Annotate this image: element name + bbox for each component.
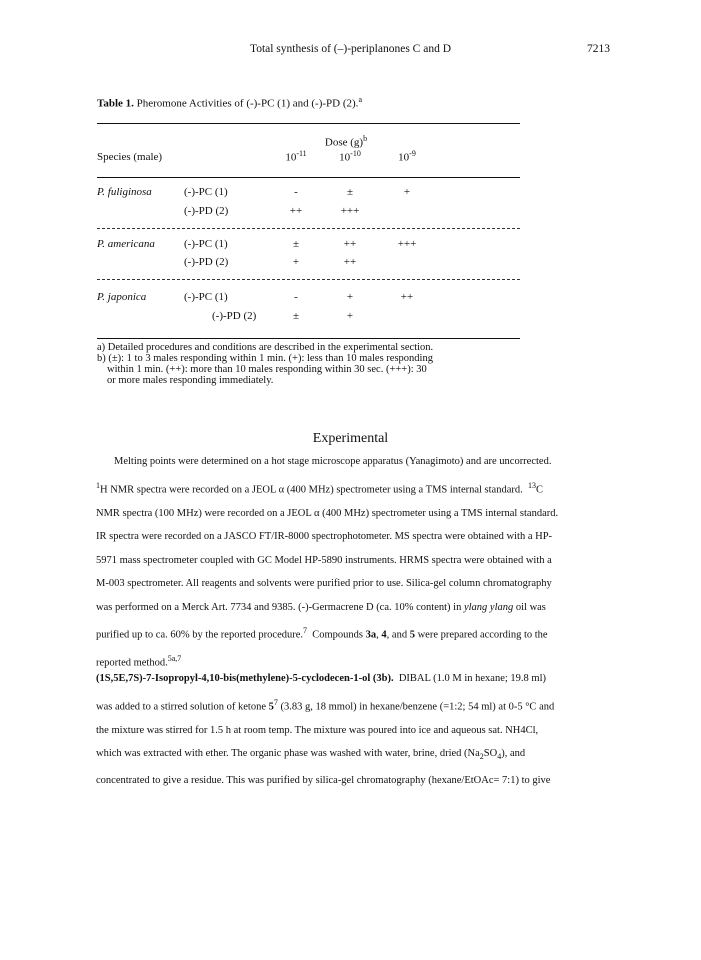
activity-cell: +	[292, 256, 300, 268]
species-header: Species (male)	[97, 151, 163, 163]
activity-cell: ++	[400, 291, 414, 303]
dose-col-3	[398, 149, 416, 164]
text-line	[96, 742, 604, 769]
text-line: the mixture was stirred for 1.5 h at room temp. The mixture was poured into ice and aqueous sat. NH4Cl,	[96, 724, 539, 736]
compound-ref: 3a	[365, 629, 377, 641]
activity-cell: +	[403, 186, 411, 198]
compound-ref: 5	[409, 629, 415, 641]
text-line	[96, 667, 604, 691]
compound-name: (-)-PD (2)	[184, 205, 229, 217]
text-line	[96, 619, 604, 647]
subscript: 4	[497, 752, 502, 762]
text-span: SO	[483, 748, 498, 759]
dose-base: 10	[339, 151, 351, 164]
superscript: 1	[96, 480, 100, 490]
table-header-rule	[97, 177, 520, 178]
text-span: was added to a stirred solution of ketone	[96, 701, 266, 712]
text-span: ,	[376, 629, 379, 641]
dose-col-1	[285, 149, 306, 164]
superscript: 7	[273, 697, 278, 707]
text-span: were prepared according to the	[417, 629, 548, 641]
footnote-b-cont: or more males responding immediately.	[107, 375, 274, 386]
text-span: DIBAL (1.0 M in hexane; 19.8 ml)	[398, 673, 546, 684]
group-divider-2	[97, 279, 520, 280]
superscript: 13	[528, 480, 537, 490]
footnote-b: b) (±): 1 to 3 males responding within 1 min. (+): less than 10 males responding	[97, 353, 433, 364]
text-span: , and	[386, 629, 408, 641]
table-caption-text: Pheromone Activities of (-)-PC (1) and (-)-PD (2).	[136, 97, 359, 110]
compound-ref: 4	[381, 629, 387, 641]
dose-base: 10	[285, 151, 297, 164]
activity-cell: -	[294, 186, 298, 198]
activity-cell: ++	[343, 238, 357, 250]
table-caption-label: Table 1.	[97, 97, 134, 110]
compound-title: (1S,5E,7S)-7-Isopropyl-4,10-bis(methylene)-5-cyclodecen-1-ol (3b).	[96, 673, 394, 684]
species-name: P. americana	[97, 238, 155, 250]
activity-cell: +	[346, 291, 354, 303]
text-span: C	[536, 484, 544, 495]
activity-cell: +	[346, 310, 354, 322]
activity-cell: ++	[343, 256, 357, 268]
superscript: 7	[303, 626, 308, 635]
text-span: purified up to ca. 60% by the reported procedure.	[96, 629, 304, 641]
activity-cell: +++	[340, 205, 360, 217]
text-span: H NMR spectra were recorded on a JEOL α (400 MHz) spectrometer using a TMS internal standard.	[100, 484, 523, 495]
running-title: Total synthesis of (–)-periplanones C and D	[249, 43, 452, 55]
footnote-a: a) Detailed procedures and conditions are described in the experimental section.	[97, 342, 434, 353]
text-line	[96, 596, 604, 620]
text-line: concentrated to give a residue. This was purified by silica-gel chromatography (hexane/EtOAc= 7:1) to give	[96, 774, 551, 786]
compound-name: (-)-PC (1)	[184, 291, 228, 303]
page-number: 7213	[587, 43, 610, 55]
species-name: P. japonica	[97, 291, 147, 303]
text-span: oil was	[515, 601, 546, 613]
table-bottom-rule	[97, 338, 520, 339]
text-line: Melting points were determined on a hot stage microscope apparatus (Yanagimoto) and are uncorrected.	[114, 456, 552, 467]
dose-base: 10	[398, 151, 410, 164]
compound-name: (-)-PD (2)	[212, 310, 257, 322]
compound-name: (-)-PD (2)	[184, 256, 229, 268]
table-top-rule	[97, 123, 520, 124]
activity-cell: -	[294, 291, 298, 303]
compound-ref: 5	[268, 701, 274, 712]
paragraph-experimental	[96, 450, 604, 675]
activity-cell: +++	[397, 238, 417, 250]
text-line	[96, 691, 604, 719]
dose-col-2	[339, 149, 361, 164]
dose-exp: -9	[409, 149, 416, 158]
footnote-b-cont: within 1 min. (++): more than 10 males responding within 30 sec. (+++): 30	[107, 364, 427, 375]
text-span: which was extracted with ether. The organic phase was washed with water, brine, dried (Na	[96, 748, 480, 759]
table-caption-sup: a	[358, 95, 362, 104]
section-heading: Experimental	[312, 431, 389, 446]
text-line: NMR spectra (100 MHz) were recorded on a JEOL α (400 MHz) spectrometer using a TMS internal standard.	[96, 507, 559, 519]
group-divider-1	[97, 228, 520, 229]
text-span: (3.83 g, 18 mmol) in hexane/benzene (=1:2; 54 ml) at 0-5 °C and	[280, 701, 555, 712]
dose-label: Dose (g)	[324, 136, 364, 149]
italic-term: ylang ylang	[463, 601, 514, 613]
superscript: 5a,7	[167, 654, 182, 663]
text-line: M-003 spectrometer. All reagents and solvents were purified prior to use. Silica-gel column chromatography	[96, 578, 552, 589]
dose-sup: b	[363, 134, 368, 143]
text-line: 5971 mass spectrometer coupled with GC Model HP-5890 instruments. HRMS spectra were obtained with a	[96, 554, 552, 566]
activity-cell: ±	[292, 238, 300, 250]
dose-exp: -10	[350, 149, 361, 158]
activity-cell: ±	[346, 186, 354, 198]
text-span: ), and	[501, 748, 526, 759]
compound-name: (-)-PC (1)	[184, 186, 228, 198]
text-line	[96, 474, 604, 502]
compound-name: (-)-PC (1)	[184, 238, 228, 250]
text-line: IR spectra were recorded on a JASCO FT/IR-8000 spectrophotometer. MS spectra were obtained with a HP-	[96, 531, 553, 542]
activity-cell: ++	[289, 205, 303, 217]
dose-header	[325, 134, 367, 149]
text-span: was performed on a Merck Art. 7734 and 9385. (-)-Germacrene D (ca. 10% content) in	[96, 601, 462, 613]
species-name: P. fuliginosa	[97, 186, 152, 198]
paragraph-procedure	[96, 667, 604, 792]
text-span: Compounds	[312, 629, 364, 641]
text-span: reported method.	[96, 657, 168, 669]
dose-exp: -11	[296, 149, 307, 158]
table-caption	[97, 95, 362, 110]
activity-cell: ±	[292, 310, 300, 322]
subscript: 2	[479, 752, 484, 762]
